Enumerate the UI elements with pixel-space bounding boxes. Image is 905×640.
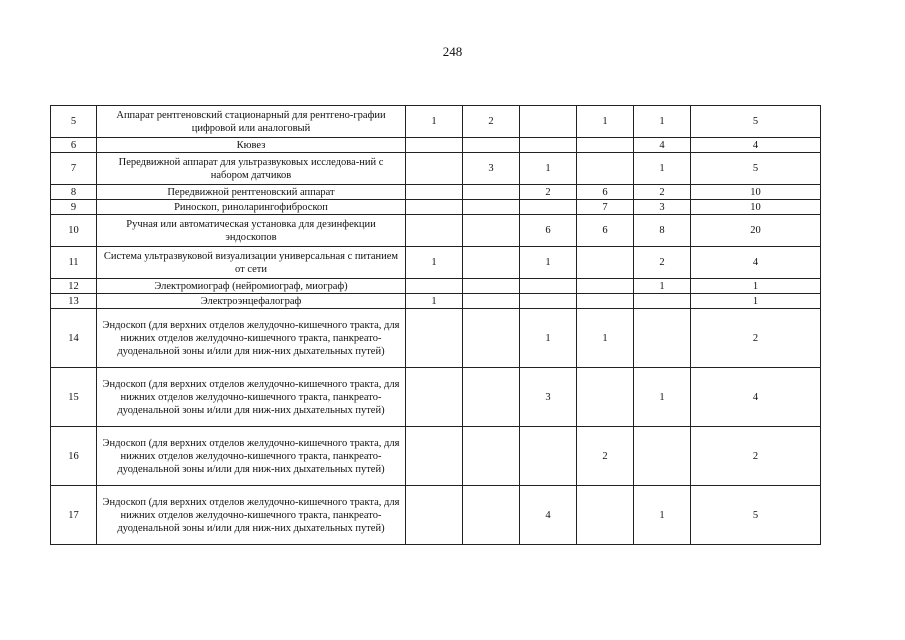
row-number: 8 [51,185,97,200]
table-row [51,215,821,247]
quantity-total: 2 [691,309,821,368]
quantity-col-2 [463,279,520,294]
quantity-col-5: 1 [634,106,691,138]
quantity-col-5 [634,427,691,486]
row-number: 10 [51,215,97,247]
quantity-col-2 [463,185,520,200]
quantity-col-5: 4 [634,138,691,153]
quantity-col-5: 8 [634,215,691,247]
quantity-col-2 [463,309,520,368]
quantity-col-4 [577,247,634,279]
quantity-col-1 [406,279,463,294]
quantity-col-3: 1 [520,309,577,368]
quantity-col-4 [577,368,634,427]
quantity-col-3: 3 [520,368,577,427]
table-row [51,486,821,545]
table-row [51,247,821,279]
quantity-col-3: 1 [520,247,577,279]
quantity-col-3 [520,106,577,138]
quantity-col-1 [406,200,463,215]
quantity-total: 1 [691,294,821,309]
quantity-col-5 [634,309,691,368]
quantity-col-2 [463,247,520,279]
table-row [51,294,821,309]
quantity-total: 4 [691,138,821,153]
equipment-name: Аппарат рентгеновский стационарный для рентгено-графии цифровой или аналоговый [97,106,406,138]
quantity-total: 5 [691,106,821,138]
quantity-col-4 [577,486,634,545]
table-row [51,185,821,200]
quantity-col-5: 1 [634,486,691,545]
equipment-name: Передвижной рентгеновский аппарат [97,185,406,200]
quantity-col-5: 2 [634,247,691,279]
page-number: 248 [442,44,463,59]
quantity-col-2 [463,486,520,545]
row-number: 16 [51,427,97,486]
row-number: 6 [51,138,97,153]
equipment-name: Эндоскоп (для верхних отделов желудочно-кишечного тракта, для нижних отделов желудочно-кишечного тракта, панкреато-дуоденальной зоны и/или для ниж-них дыхательных путей) [97,486,406,545]
quantity-total: 4 [691,368,821,427]
table-row [51,309,821,368]
quantity-col-3: 4 [520,486,577,545]
quantity-total: 5 [691,486,821,545]
quantity-col-3: 1 [520,153,577,185]
equipment-name: Электроэнцефалограф [97,294,406,309]
quantity-col-2 [463,427,520,486]
quantity-col-4: 1 [577,106,634,138]
equipment-name: Ручная или автоматическая установка для дезинфекции эндоскопов [97,215,406,247]
table-row [51,138,821,153]
quantity-col-1 [406,427,463,486]
row-number: 7 [51,153,97,185]
table-row [51,200,821,215]
table-row [51,106,821,138]
row-number: 12 [51,279,97,294]
row-number: 15 [51,368,97,427]
quantity-col-4: 2 [577,427,634,486]
quantity-col-1: 1 [406,106,463,138]
quantity-col-1 [406,309,463,368]
quantity-col-3 [520,138,577,153]
quantity-col-3: 2 [520,185,577,200]
equipment-table [50,105,821,545]
equipment-name: Эндоскоп (для верхних отделов желудочно-кишечного тракта, для нижних отделов желудочно-кишечного тракта, панкреато-дуоденальной зоны и/или для ниж-них дыхательных путей) [97,309,406,368]
quantity-col-2 [463,200,520,215]
row-number: 17 [51,486,97,545]
table-row [51,427,821,486]
equipment-name: Эндоскоп (для верхних отделов желудочно-кишечного тракта, для нижних отделов желудочно-кишечного тракта, панкреато-дуоденальной зоны и/или для ниж-них дыхательных путей) [97,427,406,486]
quantity-col-3 [520,294,577,309]
quantity-col-2 [463,294,520,309]
quantity-col-4: 6 [577,215,634,247]
equipment-name: Кювез [97,138,406,153]
quantity-col-4: 6 [577,185,634,200]
table-row [51,368,821,427]
quantity-col-1 [406,138,463,153]
quantity-col-5: 1 [634,153,691,185]
quantity-col-5: 3 [634,200,691,215]
quantity-col-3 [520,279,577,294]
quantity-col-4: 1 [577,309,634,368]
quantity-col-1 [406,486,463,545]
quantity-col-1 [406,185,463,200]
quantity-total: 10 [691,185,821,200]
equipment-name: Эндоскоп (для верхних отделов желудочно-кишечного тракта, для нижних отделов желудочно-кишечного тракта, панкреато-дуоденальной зоны и/или для ниж-них дыхательных путей) [97,368,406,427]
row-number: 11 [51,247,97,279]
row-number: 9 [51,200,97,215]
equipment-name: Риноскоп, риноларингофиброскоп [97,200,406,215]
quantity-col-3 [520,200,577,215]
quantity-col-4 [577,153,634,185]
quantity-col-1 [406,368,463,427]
quantity-total: 5 [691,153,821,185]
quantity-col-2 [463,215,520,247]
table-body [51,106,821,545]
quantity-col-3 [520,427,577,486]
quantity-col-4: 7 [577,200,634,215]
quantity-col-4 [577,294,634,309]
quantity-col-1: 1 [406,294,463,309]
row-number: 14 [51,309,97,368]
quantity-total: 4 [691,247,821,279]
quantity-total: 10 [691,200,821,215]
quantity-col-4 [577,279,634,294]
quantity-total: 20 [691,215,821,247]
quantity-col-1: 1 [406,247,463,279]
quantity-col-5: 1 [634,279,691,294]
quantity-col-2 [463,368,520,427]
quantity-col-5: 1 [634,368,691,427]
row-number: 13 [51,294,97,309]
row-number: 5 [51,106,97,138]
quantity-col-1 [406,153,463,185]
equipment-name: Система ультразвуковой визуализации универсальная с питанием от сети [97,247,406,279]
quantity-total: 1 [691,279,821,294]
equipment-name: Электромиограф (нейромиограф, миограф) [97,279,406,294]
quantity-col-1 [406,215,463,247]
equipment-name: Передвижной аппарат для ультразвуковых исследова-ний с набором датчиков [97,153,406,185]
quantity-col-5 [634,294,691,309]
quantity-col-2: 3 [463,153,520,185]
table-row [51,279,821,294]
quantity-col-4 [577,138,634,153]
quantity-col-5: 2 [634,185,691,200]
table-row [51,153,821,185]
quantity-col-3: 6 [520,215,577,247]
quantity-col-2: 2 [463,106,520,138]
quantity-col-2 [463,138,520,153]
quantity-total: 2 [691,427,821,486]
